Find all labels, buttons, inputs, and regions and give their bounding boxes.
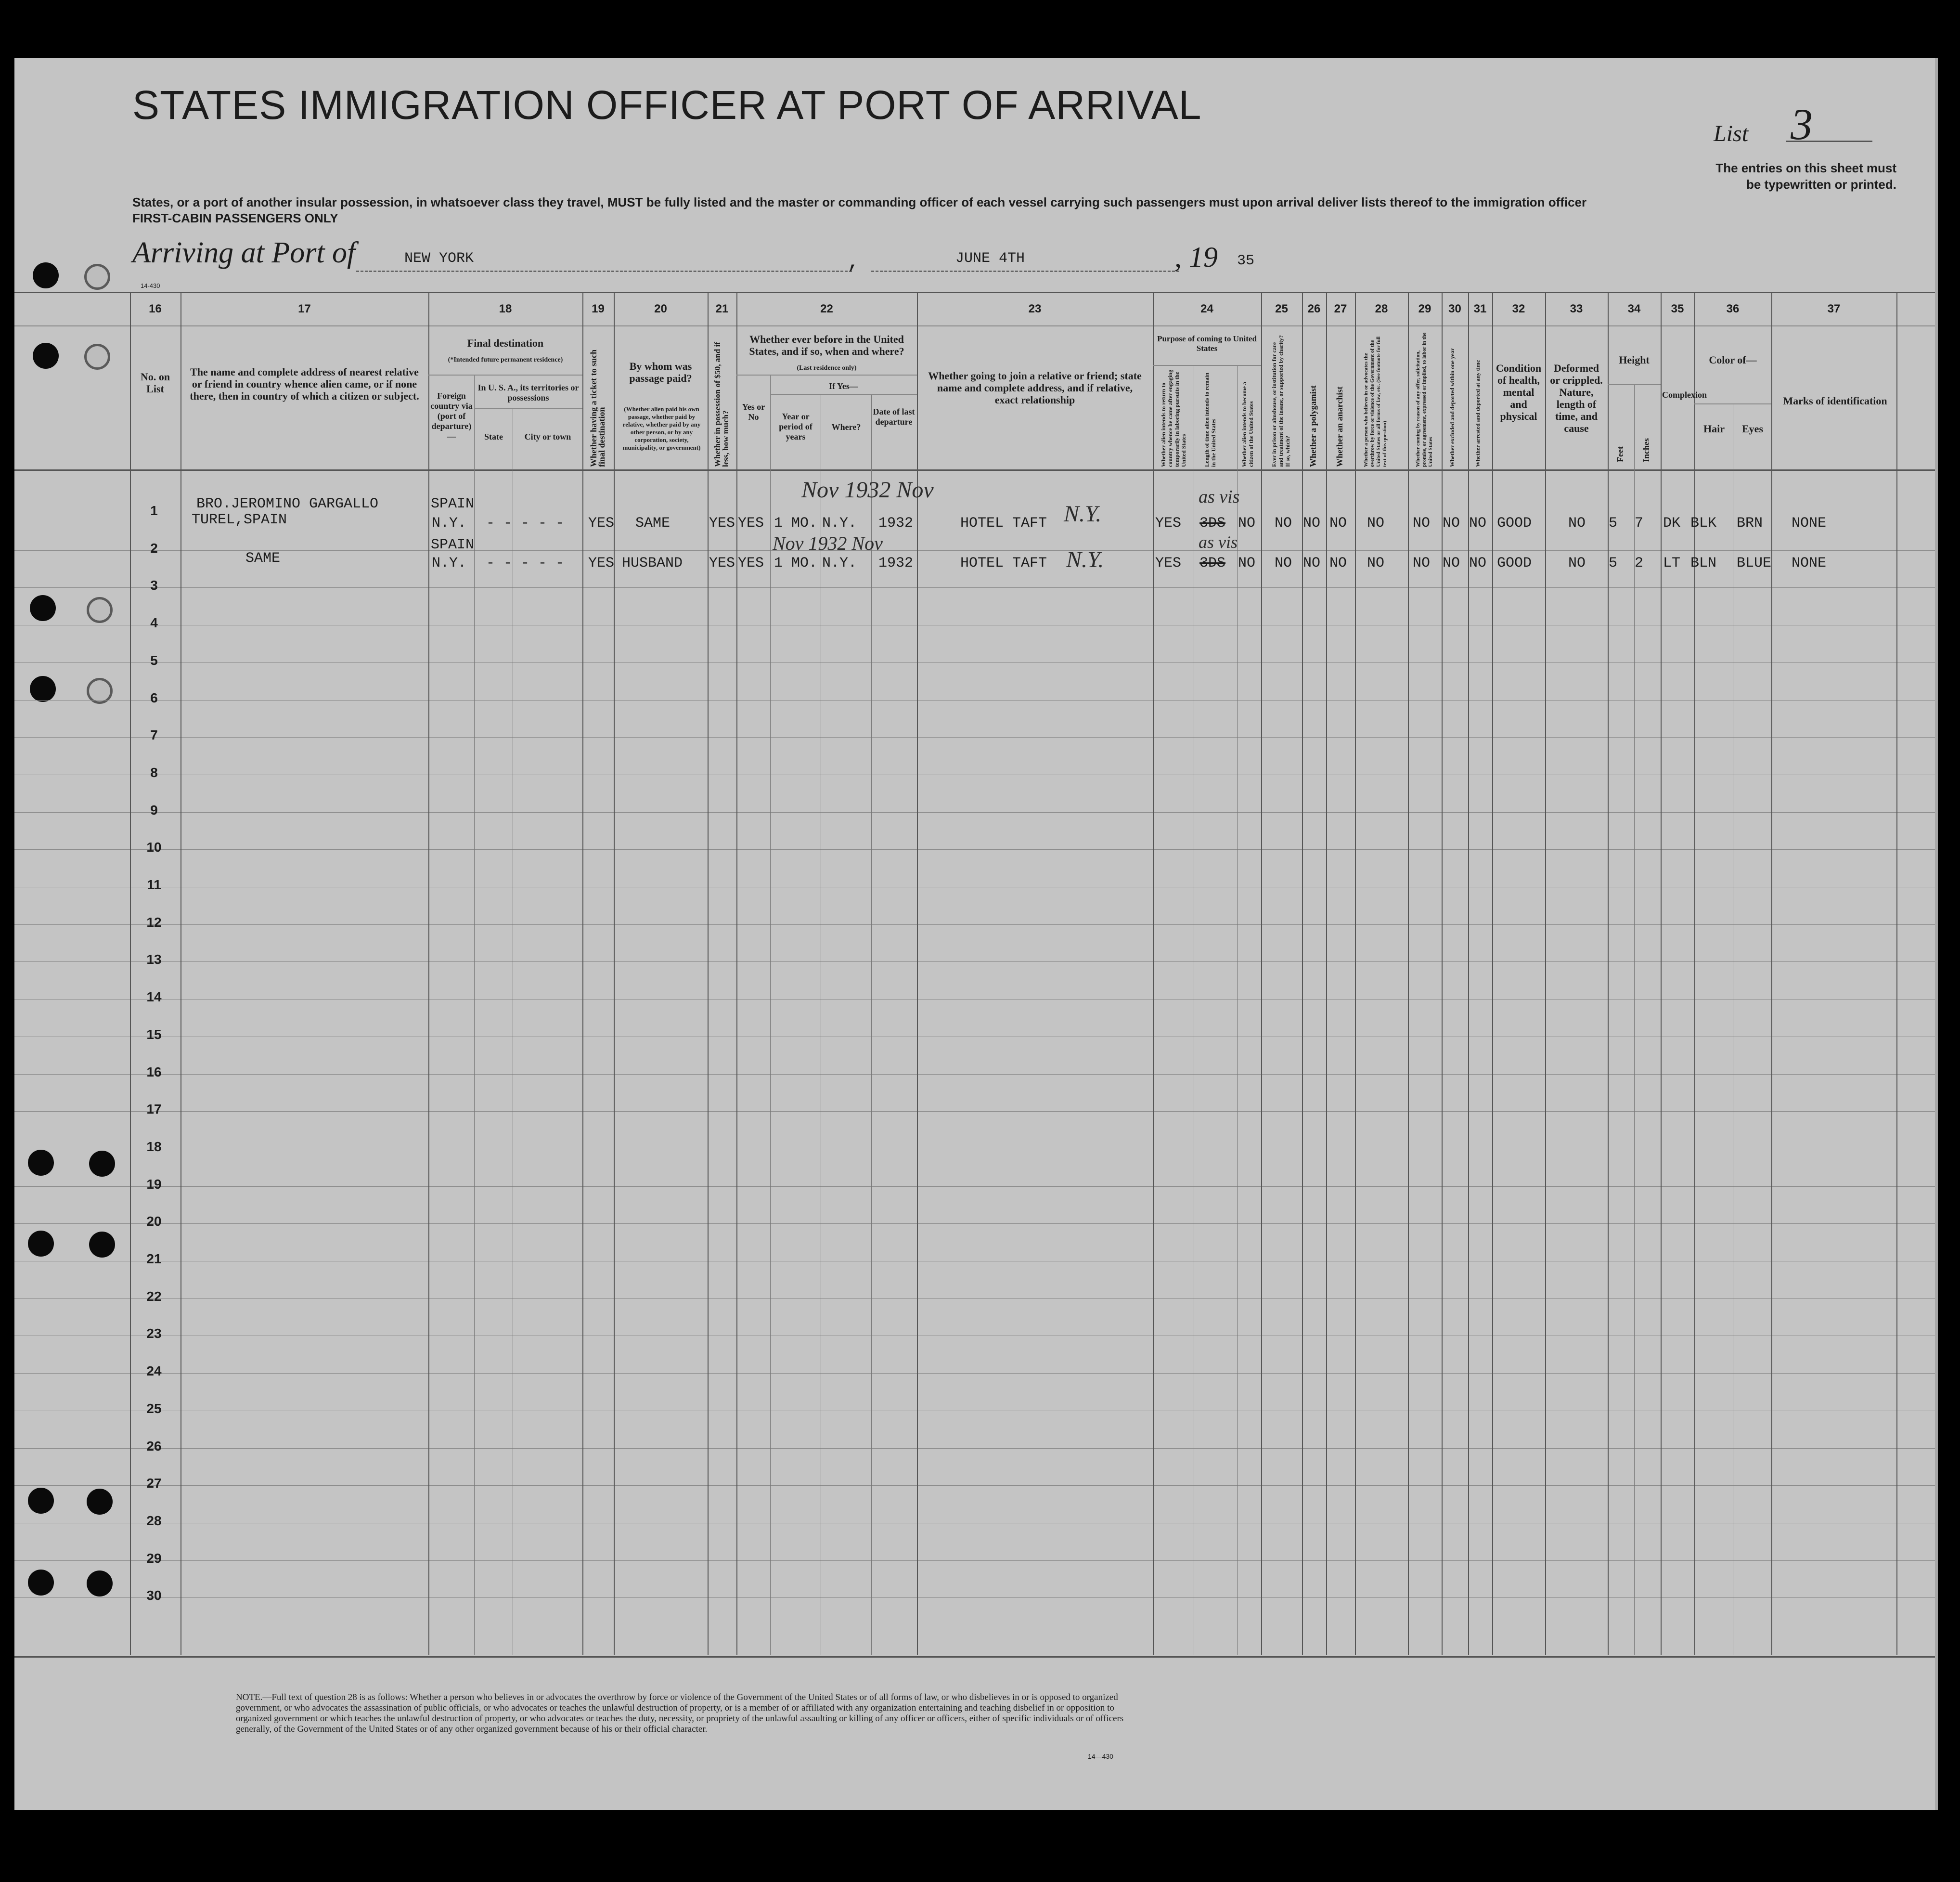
row2-paid-by: HUSBAND <box>622 555 683 571</box>
row1-join: HOTEL TAFT <box>960 515 1047 532</box>
col-rule <box>1694 293 1695 1655</box>
binder-ring <box>87 597 113 623</box>
row-number: 15 <box>146 1026 162 1042</box>
row1-city: - - - - - <box>486 515 565 532</box>
col-rule <box>1355 293 1356 1655</box>
row2-arrested: NO <box>1469 555 1487 571</box>
row-rule <box>14 1373 1935 1374</box>
header-final-destination: Final destination <box>467 337 544 349</box>
header-fifty-dollars: Whether in possession of $50, and if less, how much? <box>713 342 730 467</box>
col-rule <box>1302 293 1303 1655</box>
col-rule <box>582 293 583 1655</box>
header-excluded: Whether excluded and deported within one year <box>1449 348 1456 467</box>
header-ticket: Whether having a ticket to such final destination <box>589 349 606 467</box>
row-rule <box>14 550 1935 551</box>
manifest-sheet <box>14 58 1938 1810</box>
form-number-top: 14-430 <box>141 282 160 289</box>
row-number: 7 <box>150 727 158 743</box>
row1-excluded: NO <box>1443 515 1460 532</box>
row-rule <box>14 737 1935 738</box>
row2-purpose: YES <box>1155 555 1182 571</box>
binder-ring <box>84 264 110 290</box>
row2-citizen: NO <box>1238 555 1256 571</box>
year-suffix: 35 <box>1237 253 1255 269</box>
row1-purpose: YES <box>1155 515 1182 532</box>
header-marks: Marks of identification <box>1783 395 1887 407</box>
row1-health: GOOD <box>1497 515 1532 532</box>
binder-hole <box>89 1151 115 1177</box>
header-color-of: Color of— <box>1709 354 1757 366</box>
row2-before: YES <box>738 555 764 571</box>
row-rule <box>14 924 1935 925</box>
row-rule <box>14 1485 1935 1486</box>
subheader-rule <box>736 375 917 376</box>
row1-inches: 7 <box>1635 515 1644 532</box>
header-length-stay: Length of time alien intends to remain in the United States <box>1203 373 1217 467</box>
row2-offer: NO <box>1413 555 1431 571</box>
binder-hole <box>33 343 59 369</box>
binder-hole <box>28 1150 54 1176</box>
row1-handwritten-length: as vis <box>1199 487 1240 507</box>
row1-eyes: BRN <box>1737 515 1763 532</box>
colnum-29: 29 <box>1418 302 1431 315</box>
header-city: City or town <box>524 432 571 441</box>
header-final-destination-note: (*Intended future permanent residence) <box>448 356 563 363</box>
row-rule <box>14 1298 1935 1299</box>
header-polygamist: Whether a polygamist <box>1308 385 1318 467</box>
row2-deformed: NO <box>1568 555 1586 571</box>
col-rule <box>1153 293 1154 1655</box>
colnum-22: 22 <box>820 302 833 315</box>
colnum-34: 34 <box>1627 302 1641 315</box>
row-number: 22 <box>146 1288 162 1304</box>
row2-ticket: YES <box>588 555 615 571</box>
row2-prison: NO <box>1275 555 1292 571</box>
row2-eyes: BLUE <box>1737 555 1772 571</box>
page-title: STATES IMMIGRATION OFFICER AT PORT OF ARRIVAL <box>132 82 1202 128</box>
row2-overthrow: NO <box>1367 555 1385 571</box>
header-in-usa: In U. S. A., its territories or possessions <box>477 383 579 402</box>
col-rule <box>614 293 615 1655</box>
port-value: NEW YORK <box>404 250 474 267</box>
row-number: 5 <box>150 652 158 668</box>
row-number: 27 <box>146 1476 162 1491</box>
row-rule <box>14 1597 1935 1598</box>
row1-foreign: SPAIN <box>431 496 475 512</box>
row1-relative-name: BRO.JEROMINO GARGALLO <box>196 496 379 512</box>
header-deformed: Deformed or crippled. Nature, length of time, and cause <box>1550 362 1603 434</box>
colnum-25: 25 <box>1275 302 1288 315</box>
header-if-yes: If Yes— <box>829 381 858 391</box>
col-rule <box>1237 366 1238 1655</box>
row-number: 19 <box>146 1176 162 1192</box>
header-citizen-intent: Whether alien intends to become a citizen of the United States <box>1241 382 1254 467</box>
row-number: 2 <box>150 540 158 556</box>
header-state: State <box>484 432 503 441</box>
row-rule <box>14 587 1935 588</box>
table-bottom-rule <box>14 1656 1935 1658</box>
binder-hole <box>30 595 56 621</box>
row1-years: 1 MO. <box>774 515 818 532</box>
binder-ring <box>84 344 110 370</box>
row2-handwritten-length: as vis <box>1199 532 1238 552</box>
row2-complexion: LT <box>1663 555 1681 571</box>
footnote: NOTE.—Full text of question 28 is as follows: Whether a person who believes in or advocates the overthrow by force or violence of the Government of the United States or of all forms of law, or who disbelieves in or is opposed to organized government, or who advocates the assassination of public officials, or who advocates or teaches the unlawful destruction of property, or is a member of or affiliated with any organization entertaining and teaching disbelief in or opposition to organized government or which teaches the unlawful destruction of property, or who advocates or teaches the duty, necessity, or propriety of the unlawful assaulting or killing of any officer or officers, either of specific individuals or of officers generally, of the Government of the United States or of any other organized government because of his or their official character. <box>236 1692 1124 1734</box>
row-number: 12 <box>146 914 162 930</box>
entry-note-line: The entries on this sheet must <box>1715 161 1896 175</box>
header-last-residence: (Last residence only) <box>797 364 857 372</box>
row2-polygamist: NO <box>1303 555 1321 571</box>
row1-date: 1932 <box>878 515 914 532</box>
col-rule <box>1468 293 1469 1655</box>
row2-relative-name: SAME <box>245 550 281 567</box>
col-rule <box>1442 293 1443 1655</box>
col-rule <box>1608 293 1609 1655</box>
subheader-rule <box>1694 403 1771 404</box>
year-prefix: , 19 <box>1174 241 1218 273</box>
row-rule <box>14 961 1935 962</box>
col-rule <box>1326 293 1327 1655</box>
row-number: 8 <box>150 765 158 780</box>
row1-length: 3DS <box>1199 515 1226 532</box>
row1-handwritten-join: N.Y. <box>1064 501 1102 527</box>
header-complexion: Complexion <box>1662 390 1707 400</box>
header-hair: Hair <box>1703 423 1725 435</box>
row-number: 25 <box>146 1401 162 1416</box>
header-anarchist: Whether an anarchist <box>1335 386 1344 467</box>
row-rule <box>14 1111 1935 1112</box>
col-rule <box>428 293 429 1655</box>
binder-hole <box>30 676 56 702</box>
row1-citizen: NO <box>1238 515 1256 532</box>
row1-handwritten-date: Nov 1932 Nov <box>801 477 934 503</box>
row1-ticket: YES <box>588 515 615 532</box>
header-prison: Ever in prison or almshouse, or institution for care and treatment of the insane, or supported by charity? If so, which? <box>1271 335 1291 467</box>
row-number: 1 <box>150 503 158 518</box>
row1-paid-by: SAME <box>635 515 671 532</box>
row2-health: GOOD <box>1497 555 1532 571</box>
row-rule <box>14 812 1935 813</box>
header-ever-before: Whether ever before in the United States, and if so, when and where? <box>749 333 904 357</box>
colnum-32: 32 <box>1512 302 1525 315</box>
row-rule <box>14 662 1935 663</box>
row2-hair: BLN <box>1690 555 1717 571</box>
header-passage-note: (Whether alien paid his own passage, whether paid by relative, whether paid by any other person, or by any corporation, society, municipality, or government) <box>622 405 701 451</box>
row-number: 29 <box>146 1550 162 1566</box>
colnum-30: 30 <box>1448 302 1461 315</box>
colnum-27: 27 <box>1334 302 1347 315</box>
colnum-20: 20 <box>654 302 667 315</box>
binder-hole <box>87 1489 113 1515</box>
header-foreign-country: Foreign country via (port of departure)— <box>430 391 473 441</box>
header-purpose: Purpose of coming to United States <box>1157 334 1257 353</box>
passenger-class: FIRST-CABIN PASSENGERS ONLY <box>132 211 338 225</box>
header-overthrow: Whether a person who believes in or advocates the overthrow by force or violence of the Government of the United States or all forms of law, etc. (See footnote for full text of this question) <box>1363 336 1388 467</box>
row2-state: N.Y. <box>432 555 467 571</box>
col-rule <box>1492 293 1493 1655</box>
row1-relative-address: TUREL,SPAIN <box>192 512 287 528</box>
colnum-21: 21 <box>715 302 729 315</box>
header-inches: Inches <box>1641 438 1651 462</box>
col-rule <box>130 293 131 1655</box>
row-number: 4 <box>150 615 158 631</box>
row1-deformed: NO <box>1568 515 1586 532</box>
row-number: 9 <box>150 802 158 818</box>
date-underline <box>871 271 1179 272</box>
header-health: Condition of health, mental and physical <box>1496 362 1542 422</box>
colnum-37: 37 <box>1827 302 1841 315</box>
col-rule <box>1634 385 1635 1655</box>
entry-note <box>1665 160 1896 193</box>
colnum-17: 17 <box>298 302 311 315</box>
row1-fifty: YES <box>709 515 735 532</box>
row-rule <box>14 1223 1935 1224</box>
colnum-24: 24 <box>1200 302 1213 315</box>
row1-overthrow: NO <box>1367 515 1385 532</box>
colnum-16: 16 <box>149 302 162 315</box>
list-label: List <box>1714 121 1749 146</box>
row-number: 16 <box>146 1064 162 1079</box>
row2-handwritten-join: N.Y. <box>1066 547 1104 572</box>
col-rule <box>1896 293 1897 1655</box>
colnum-35: 35 <box>1671 302 1684 315</box>
col-rule <box>1408 293 1409 1655</box>
row-rule <box>14 1448 1935 1449</box>
row1-arrested: NO <box>1469 515 1487 532</box>
header-labor-offer: Whether coming by reason of any offer, solicitation, promise, or agreement, expressed or implied, to labor in the United States <box>1415 332 1433 467</box>
header-yes-or-no: Yes or No <box>742 402 765 422</box>
subheader-rule <box>1153 365 1261 366</box>
row1-hair: BLK <box>1690 515 1717 532</box>
header-no-on-list: No. on List <box>140 371 170 395</box>
col-rule <box>871 395 872 1655</box>
row1-feet: 5 <box>1609 515 1618 532</box>
port-underline <box>356 271 852 272</box>
header-year-period: Year or period of years <box>779 412 812 441</box>
row1-complexion: DK <box>1663 515 1681 532</box>
row-number: 6 <box>150 690 158 705</box>
row2-date: 1932 <box>878 555 914 571</box>
row-rule <box>14 1074 1935 1075</box>
binder-hole <box>28 1488 54 1514</box>
row-number: 24 <box>146 1363 162 1379</box>
header-nearest-relative: The name and complete address of nearest relative or friend in country whence alien came, or if none there, then in country of which a citizen or subject. <box>190 366 419 402</box>
row2-city: - - - - - <box>486 555 565 571</box>
subheader-rule <box>1608 384 1661 385</box>
date-value: JUNE 4TH <box>955 250 1025 267</box>
row2-join: HOTEL TAFT <box>960 555 1047 571</box>
colnum-33: 33 <box>1570 302 1583 315</box>
row-number: 23 <box>146 1326 162 1341</box>
separator-comma: , <box>847 250 860 274</box>
row2-anarchist: NO <box>1329 555 1347 571</box>
row-number: 11 <box>147 877 161 892</box>
row2-foreign: SPAIN <box>431 537 475 553</box>
col-rule <box>1545 293 1546 1655</box>
list-underline <box>1786 141 1872 142</box>
form-number-bottom: 14—430 <box>1088 1752 1113 1760</box>
row2-length: 3DS <box>1199 555 1226 571</box>
colnum-31: 31 <box>1473 302 1487 315</box>
header-eyes: Eyes <box>1742 423 1763 435</box>
row1-before: YES <box>738 515 764 532</box>
row-number: 20 <box>146 1214 162 1229</box>
row-number: 30 <box>146 1588 162 1603</box>
row-rule <box>14 849 1935 850</box>
row-rule <box>14 700 1935 701</box>
row-rule <box>14 1186 1935 1187</box>
row2-inches: 2 <box>1635 555 1644 571</box>
colnum-26: 26 <box>1307 302 1321 315</box>
colnum-23: 23 <box>1028 302 1042 315</box>
subheader-rule <box>474 408 582 409</box>
colnum-19: 19 <box>592 302 605 315</box>
row1-prison: NO <box>1275 515 1292 532</box>
row1-anarchist: NO <box>1329 515 1347 532</box>
header-arrested: Whether arrested and deported at any time <box>1474 360 1481 467</box>
col-rule <box>474 376 475 1655</box>
col-rule <box>1261 293 1262 1655</box>
header-last-departure: Date of last departure <box>873 407 915 427</box>
col-rule <box>736 293 737 1655</box>
col-rule <box>770 376 771 1655</box>
header-feet: Feet <box>1615 446 1625 462</box>
row2-years: 1 MO. <box>774 555 818 571</box>
header-height: Height <box>1619 354 1650 366</box>
binder-hole <box>28 1231 54 1257</box>
arriving-label: Arriving at Port of <box>132 236 356 269</box>
colnum-28: 28 <box>1375 302 1388 315</box>
row-number: 28 <box>146 1513 162 1528</box>
row-number: 13 <box>146 952 162 967</box>
header-passage-paid: By whom was passage paid? <box>629 360 692 384</box>
row1-marks: NONE <box>1792 515 1827 532</box>
row2-feet: 5 <box>1609 555 1618 571</box>
colnum-36: 36 <box>1726 302 1740 315</box>
row1-state: N.Y. <box>432 515 467 532</box>
colnum-18: 18 <box>499 302 512 315</box>
row-number: 3 <box>150 578 158 593</box>
col-rule <box>1771 293 1772 1655</box>
subheader-rule <box>428 375 582 376</box>
header-join-relative: Whether going to join a relative or friend; state name and complete address, and if relative, exact relationship <box>928 370 1142 406</box>
row2-excluded: NO <box>1443 555 1460 571</box>
row-number: 26 <box>146 1438 162 1454</box>
subheader-rule <box>770 394 917 395</box>
row1-where: N.Y. <box>822 515 857 532</box>
row2-fifty: YES <box>709 555 735 571</box>
binder-hole <box>28 1570 54 1596</box>
row1-polygamist: NO <box>1303 515 1321 532</box>
row-number: 14 <box>146 989 162 1005</box>
colnum-rule <box>14 325 1935 326</box>
row2-where: N.Y. <box>822 555 857 571</box>
header-where: Where? <box>831 422 861 432</box>
row1-offer: NO <box>1413 515 1431 532</box>
list-number: 3 <box>1791 100 1813 149</box>
row-number: 10 <box>146 840 162 855</box>
row2-handwritten-date: Nov 1932 Nov <box>773 532 883 554</box>
row-number: 18 <box>146 1139 162 1154</box>
col-rule <box>708 293 709 1655</box>
row-number: 21 <box>146 1251 162 1266</box>
col-rule <box>1661 293 1662 1655</box>
binder-hole <box>89 1232 115 1258</box>
row-rule <box>14 1560 1935 1561</box>
table-top-rule <box>14 292 1935 293</box>
entry-note-line: be typewritten or printed. <box>1746 177 1896 192</box>
intro-text: States, or a port of another insular possession, in whatsoever class they travel, MUST be fully listed and the master or commanding officer of each vessel carrying such passengers must upon arrival deliver lists thereof to the immigration officer <box>132 195 1587 209</box>
row-number: 17 <box>146 1102 162 1117</box>
binder-hole <box>87 1570 113 1596</box>
binder-hole <box>33 262 59 288</box>
header-bottom-rule <box>14 469 1935 471</box>
row2-marks: NONE <box>1792 555 1827 571</box>
header-return-intent: Whether alien intends to return to country whence he came after engaging temporarily in laboring pursuits in the United States <box>1160 369 1187 467</box>
